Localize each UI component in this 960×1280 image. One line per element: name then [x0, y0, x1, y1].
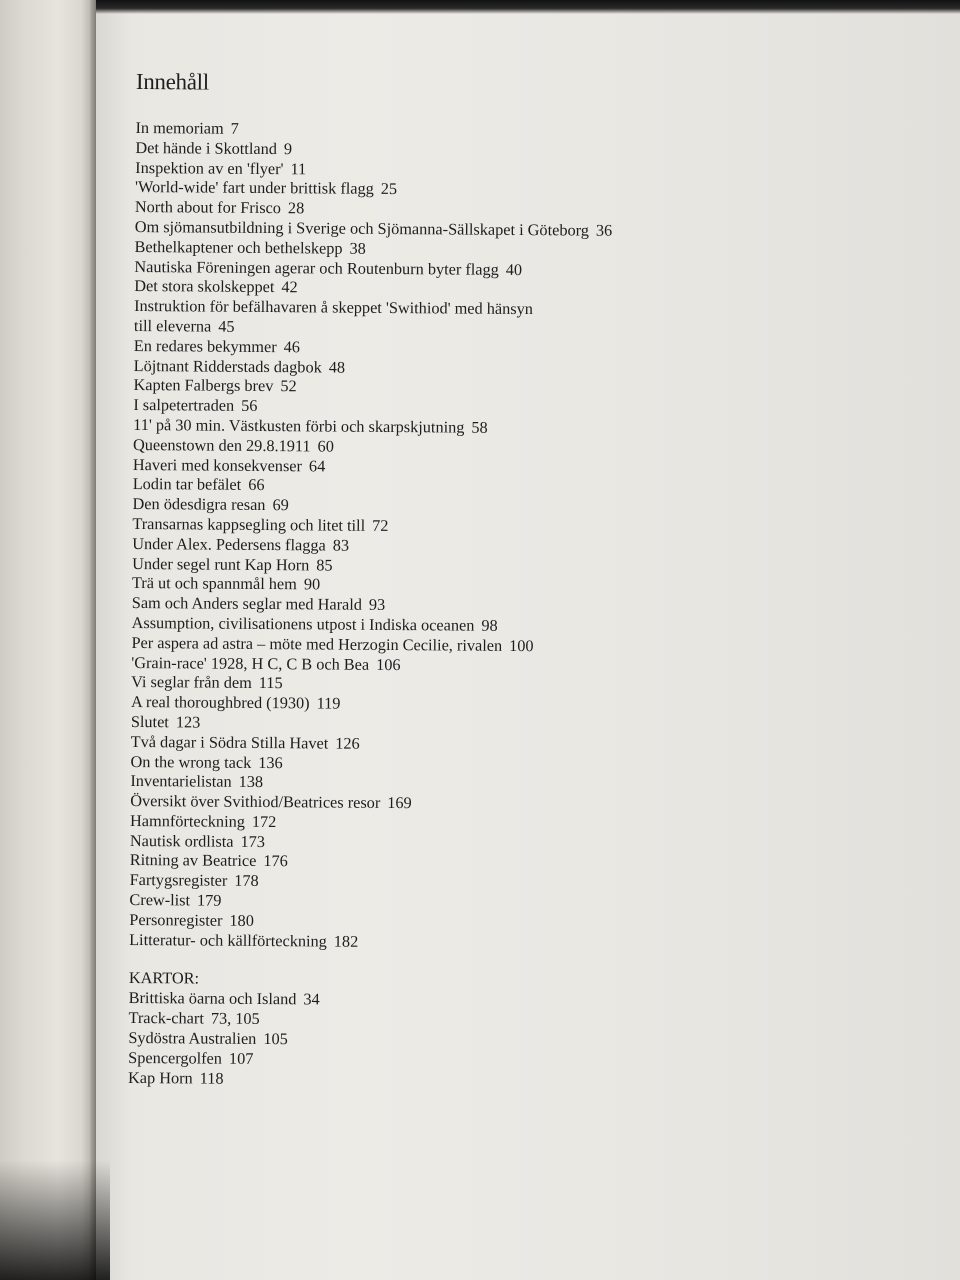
toc-entry-title: Om sjömansutbildning i Sverige och Sjömanna-Sällskapet i Göteborg [134, 216, 589, 240]
toc-entry-title: Hamnförteckning [130, 810, 246, 831]
toc-entry-title: 'World-wide' fart under brittisk flagg [134, 177, 374, 199]
map-entry-title: Track-chart [128, 1008, 204, 1028]
toc-entry-title: Inspektion av en 'flyer' [135, 157, 284, 178]
maps-list [128, 988, 749, 1092]
toc-entry-page-number: 85 [316, 554, 333, 575]
toc-entry-title: Nautisk ordlista [129, 830, 234, 851]
toc-entry-title: Nautiska Föreningen agerar och Routenburn byter flagg [134, 256, 499, 279]
toc-entry-page-number: 173 [240, 831, 265, 851]
toc-entry-title: North about for Frisco [134, 197, 282, 218]
toc-entry-title: Queenstown den 29.8.1911 [132, 434, 311, 456]
toc-entry-page-number: 45 [218, 316, 235, 336]
toc-entry-page-number: 100 [509, 635, 534, 655]
toc-entry-page-number: 42 [281, 277, 298, 297]
map-entry-page-number: 118 [199, 1068, 224, 1088]
map-entry-title: Kap Horn [127, 1067, 193, 1088]
toc-entry-title: 'Grain-race' 1928, H C, C B och Bea [131, 652, 370, 674]
toc-entry-page-number: 182 [333, 931, 359, 951]
toc-entry-page-number: 83 [332, 535, 350, 555]
toc-entry-title: Transarnas kappsegling och litet till [132, 513, 366, 535]
toc-entry-title: Under segel runt Kap Horn [132, 553, 310, 574]
toc-entry-title: En redares bekymmer [133, 335, 277, 356]
toc-entry-title: A real thoroughbred (1930) [130, 692, 310, 713]
toc-entry-page-number: 98 [481, 615, 498, 635]
toc-entry-page-number: 123 [175, 712, 201, 732]
toc-entry-page-number: 25 [380, 179, 398, 199]
toc-entry-page-number: 180 [229, 910, 254, 930]
toc-entry-page-number: 52 [280, 376, 297, 396]
page-title: Innehåll [135, 68, 209, 95]
toc-entry-title: Haveri med konsekvenser [132, 454, 303, 475]
toc-entry-page-number: 179 [196, 890, 222, 910]
toc-entry-page-number: 169 [387, 793, 412, 813]
toc-entry-title: Per aspera ad astra – möte med Herzogin Cecilie, rivalen [131, 632, 503, 655]
table-of-contents [128, 68, 756, 1092]
map-entry-page-number: 73, 105 [210, 1008, 260, 1029]
toc-entry-title: Fartygsregister [129, 870, 228, 891]
toc-entry-title: Översikt över Svithiod/Beatrices resor [130, 791, 381, 813]
toc-entry-page-number: 11 [290, 158, 307, 178]
toc-entry-title: Bethelkaptener och bethelskepp [134, 236, 343, 258]
toc-entry-page-number: 176 [263, 851, 288, 871]
toc-entry-title: Det hände i Skottland [135, 137, 277, 158]
toc-entry-page-number: 115 [258, 673, 283, 693]
toc-entry-page-number: 56 [241, 395, 258, 416]
toc-entry-title: On the wrong tack [130, 751, 252, 772]
toc-entry-title: Slutet [130, 711, 169, 732]
maps-heading: KARTOR: [128, 968, 200, 988]
toc-entry-title: Vi seglar från dem [131, 672, 252, 693]
toc-entry-title: In memoriam [135, 117, 224, 138]
toc-entry-title: Två dagar i Södra Stilla Havet [130, 731, 329, 753]
left-page-edge [0, 0, 96, 1280]
toc-entry [129, 930, 749, 955]
toc-entry-title: Instruktion för befälhavaren å skeppet 'Swithiod' med hänsyn [134, 296, 533, 319]
toc-entry-page-number: 172 [251, 811, 277, 832]
toc-entry-page-number: 136 [258, 752, 283, 772]
toc-entry-page-number: 126 [335, 733, 360, 753]
toc-entry-title: Inventarielistan [130, 771, 232, 792]
toc-entry-title: Kapten Falbergs brev [133, 375, 274, 396]
map-entry-title: Spencergolfen [128, 1047, 223, 1068]
toc-entry-title: Löjtnant Ridderstads dagbok [133, 355, 322, 377]
toc-entry-page-number: 66 [248, 475, 265, 495]
toc-entry-page-number: 93 [368, 594, 386, 615]
toc-entry-page-number: 119 [316, 693, 341, 713]
toc-entry-title: till eleverna [133, 315, 212, 336]
top-shadow [96, 0, 960, 14]
toc-entry-page-number: 178 [234, 871, 259, 891]
toc-entry-page-number: 7 [230, 118, 239, 138]
bottom-left-shadow [0, 1160, 110, 1280]
toc-entry-title: I salpetertraden [133, 395, 235, 415]
toc-list [129, 118, 756, 954]
toc-entry-page-number: 9 [283, 138, 293, 159]
toc-entry-title: Under Alex. Pedersens flagga [132, 533, 326, 555]
toc-entry-title: Den ödesdigra resan [132, 494, 266, 515]
toc-entry-page-number: 69 [272, 495, 289, 515]
toc-entry-title: Litteratur- och källförteckning [129, 929, 327, 951]
map-entry-page-number: 105 [263, 1029, 288, 1049]
toc-entry-page-number: 36 [595, 220, 613, 240]
map-entry-page-number: 107 [228, 1048, 254, 1068]
toc-entry-page-number: 72 [372, 515, 389, 535]
toc-entry-page-number: 48 [328, 357, 346, 377]
toc-entry-title: Lodin tar befälet [132, 474, 242, 495]
toc-entry-title: Det stora skolskeppet [134, 276, 275, 297]
toc-entry-title: Crew-list [129, 890, 191, 910]
toc-entry-title: Ritning av Beatrice [129, 850, 257, 871]
map-entry-page-number: 34 [303, 989, 320, 1009]
map-entry-title: Brittiska öarna och Island [128, 988, 297, 1009]
toc-entry-page-number: 106 [376, 654, 401, 674]
map-entry-title: Sydöstra Australien [128, 1028, 257, 1049]
toc-entry-title: Personregister [129, 909, 223, 930]
toc-entry-page-number: 90 [303, 574, 321, 594]
toc-entry-title: Sam och Anders seglar med Harald [131, 593, 363, 614]
toc-entry-page-number: 28 [287, 198, 305, 218]
toc-entry-page-number: 46 [283, 336, 301, 357]
toc-entry-page-number: 40 [505, 259, 523, 279]
toc-entry-title: 11' på 30 min. Västkusten förbi och skarpskjutning [133, 414, 465, 437]
toc-entry-page-number: 64 [308, 455, 326, 476]
toc-entry-page-number: 60 [317, 436, 334, 456]
toc-entry-page-number: 58 [471, 417, 488, 437]
toc-entry-title: Assumption, civilisationens utpost i Indiska oceanen [131, 612, 475, 635]
toc-entry-title: Trä ut och spannmål hem [131, 573, 297, 594]
toc-entry-page-number: 38 [349, 238, 366, 258]
toc-entry-page-number: 138 [238, 772, 264, 792]
